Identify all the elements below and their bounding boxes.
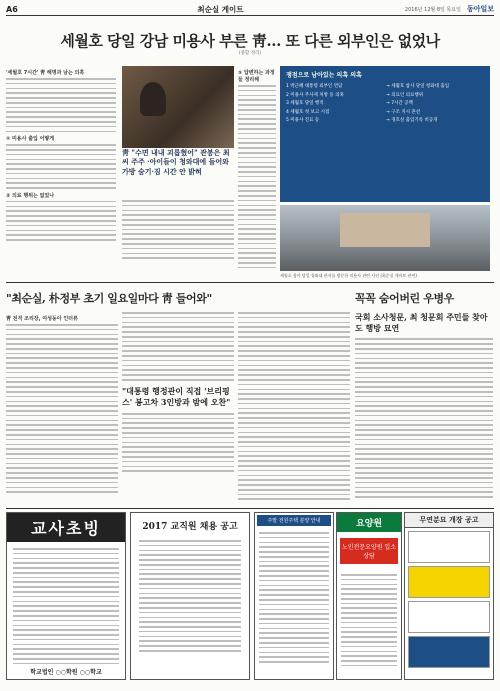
info-row: 5 미용사 진료 등 → 경호실 출입기록 비공개 bbox=[286, 118, 438, 124]
ad-cell bbox=[408, 601, 490, 633]
article-column-3 bbox=[238, 66, 276, 271]
ad-title: 주말 전원주택 분양 안내 bbox=[257, 515, 331, 526]
lower-column-1 bbox=[6, 312, 118, 507]
ad-nursing-home bbox=[336, 512, 402, 680]
ad-recruit-notice bbox=[130, 512, 250, 680]
divider bbox=[6, 508, 494, 509]
article-column-2 bbox=[122, 200, 234, 270]
divider bbox=[6, 282, 494, 283]
news-photo bbox=[280, 205, 490, 271]
body-text bbox=[6, 144, 116, 189]
ad-realestate bbox=[254, 512, 334, 680]
sub-headline: 국회 소사청문, 최 청문회 주민들 찾아도 행방 묘연 bbox=[355, 312, 488, 334]
lower-column-2 bbox=[122, 312, 234, 507]
article-subhead: 靑 전직 조리장, 여성동아 인터뷰 bbox=[6, 316, 78, 322]
ad-title: 요양원 bbox=[337, 513, 401, 532]
ad-title: 2017 교직원 채용 공고 bbox=[142, 522, 238, 532]
ad-school: 학교법인 ○○학원 ○○학교 bbox=[30, 669, 102, 676]
sub-headline: "대통령 행정관이 직접 '브리핑스' 봉고차 3인방과 밤에 오찬" bbox=[122, 385, 231, 407]
ad-teacher-recruit bbox=[6, 512, 126, 680]
info-box bbox=[280, 66, 490, 202]
info-row: 1 박근혜 대통령 외부인 면담 → 세월호 참사 당일 청와대 출입 bbox=[286, 84, 450, 89]
ad-notice bbox=[404, 512, 494, 680]
article-photo bbox=[122, 66, 234, 148]
ad-title: 무연분묘 개장 공고 bbox=[405, 513, 493, 528]
lower-column-4 bbox=[355, 312, 493, 507]
article-subhead: ① 미용사 출입 어떻게 bbox=[6, 136, 55, 143]
article-subhead: '세월호 7시간' 靑 해명과 남는 의혹 bbox=[6, 70, 85, 76]
article-subhead: ⑤ 답변하는 과정들 정리해 bbox=[238, 70, 275, 83]
ad-cell bbox=[408, 531, 490, 563]
photo-caption: 세월호 참사 당일 청와대 관저를 방문한 미용사 관련 사진 (최순실 게이트 관련) bbox=[280, 273, 417, 278]
info-box-title: 쟁점으로 남아있는 의혹 의혹 bbox=[286, 72, 362, 79]
info-row: 4 세월호 첫 보고 시점 → 구조 지시 혼선 bbox=[286, 109, 421, 115]
article-column-1 bbox=[6, 66, 116, 266]
info-row: 2 미용사 주사제 처방 등 의혹 → 의료인 의료행위 bbox=[286, 92, 424, 98]
ad-banner: 노인전문요양원 입소 상담 bbox=[340, 538, 398, 564]
main-headline: 세월호 당일 강남 미용사 부른 靑… 또 다른 외부인은 없었나 bbox=[60, 32, 440, 50]
body-text bbox=[6, 78, 116, 132]
ad-cell bbox=[408, 636, 490, 668]
page-header bbox=[6, 3, 494, 16]
page-number: A6 bbox=[6, 4, 18, 14]
lower-right-headline: 꼭꼭 숨어버린 우병우 bbox=[355, 292, 454, 305]
article-subhead: ② 의료 행위는 없었나 bbox=[6, 192, 55, 199]
ad-title: 교사초빙 bbox=[7, 513, 125, 542]
lower-column-3 bbox=[238, 312, 350, 507]
body-text bbox=[6, 201, 116, 241]
issue-date: 2016년 12월 8일 목요일 bbox=[404, 6, 461, 13]
info-row: 3 세월호 당일 행적 → 7시간 공백 bbox=[286, 101, 413, 107]
pull-quote: 靑 "수면 내내 괴롭혔어" 관봉은 최씨 주주 ·아이들이 청와대에 들어와 가방 숨기·짐 시간 안 밝혀 bbox=[122, 148, 230, 176]
paper-name: 동아일보 bbox=[466, 5, 494, 13]
main-byline: (종합 정리) bbox=[238, 51, 262, 56]
section-title: 최순실 게이트 bbox=[197, 4, 244, 14]
ad-cell bbox=[408, 566, 490, 598]
lower-left-headline: "최순실, 朴정부 초기 일요일마다 靑 들어와" bbox=[6, 292, 212, 305]
